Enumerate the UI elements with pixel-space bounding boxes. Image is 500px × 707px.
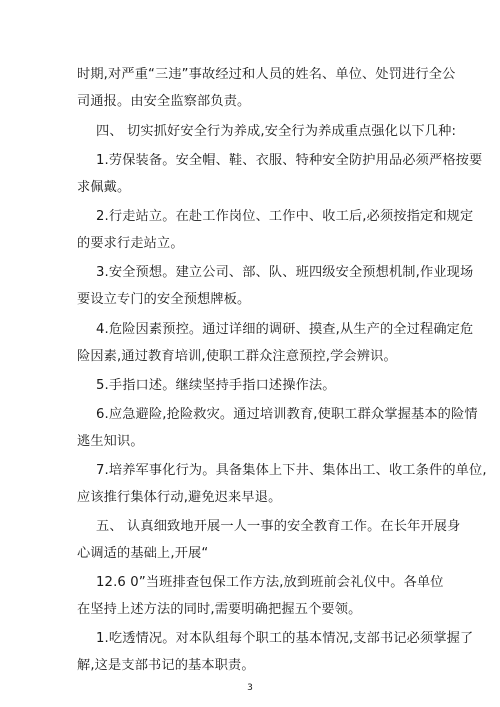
text-line: 5.手指口述。继续坚持手指口述操作法。	[96, 378, 336, 393]
text-line: 在坚持上述方法的同时,需要明确把握五个要领。	[77, 602, 362, 617]
page-number: 3	[247, 683, 253, 693]
text-line: 2.行走站立。在赴工作岗位、工作中、收工后,必须按指定和规定	[96, 209, 474, 224]
text-line: 要设立专门的安全预想牌板。	[77, 292, 251, 307]
text-line: 4.危险因素预控。通过详细的调研、摸查,从生产的全过程确定危	[96, 322, 474, 337]
text-line: 险因素,通过教育培训,使职工群众注意预控,学会辨识。	[77, 349, 397, 364]
text-line: 的要求行走站立。	[77, 236, 184, 251]
section-heading: 五、 认真细致地开展一人一事的安全教育工作。在长年开展身	[96, 519, 461, 534]
text-line: 3.安全预想。建立公司、部、队、班四级安全预想机制,作业现场	[96, 265, 474, 280]
text-line: 时期,对严重“三违”事故经过和人员的姓名、单位、处罚进行全公	[77, 67, 456, 82]
text-line: 逃生知识。	[77, 434, 144, 449]
text-line: 求佩戴。	[77, 180, 131, 195]
text-line: 心调适的基础上,开展“	[77, 546, 209, 561]
text-line: 1.吃透情况。对本队组每个职工的基本情况,支部书记必须掌握了	[96, 631, 474, 646]
text-line: 应该推行集体行动,避免迟来早退。	[77, 490, 282, 505]
text-line: 7.培养军事化行为。具备集体上下井、集体出工、收工条件的单位,	[96, 463, 487, 478]
text-line: 解,这是支部书记的基本职责。	[77, 658, 255, 673]
section-heading: 四、 切实抓好安全行为养成,安全行为养成重点强化以下几种:	[96, 124, 457, 139]
text-line: 1.劳保装备。安全帽、鞋、衣服、特种安全防护用品必须严格按要	[96, 153, 483, 168]
text-line: 12.6 0”当班排查包保工作方法,放到班前会礼仪中。各单位	[96, 575, 444, 590]
text-line: 6.应急避险,抢险救灾。通过培训教育,使职工群众掌握基本的险情	[96, 407, 478, 422]
text-line: 司通报。由安全监察部负责。	[77, 94, 251, 109]
